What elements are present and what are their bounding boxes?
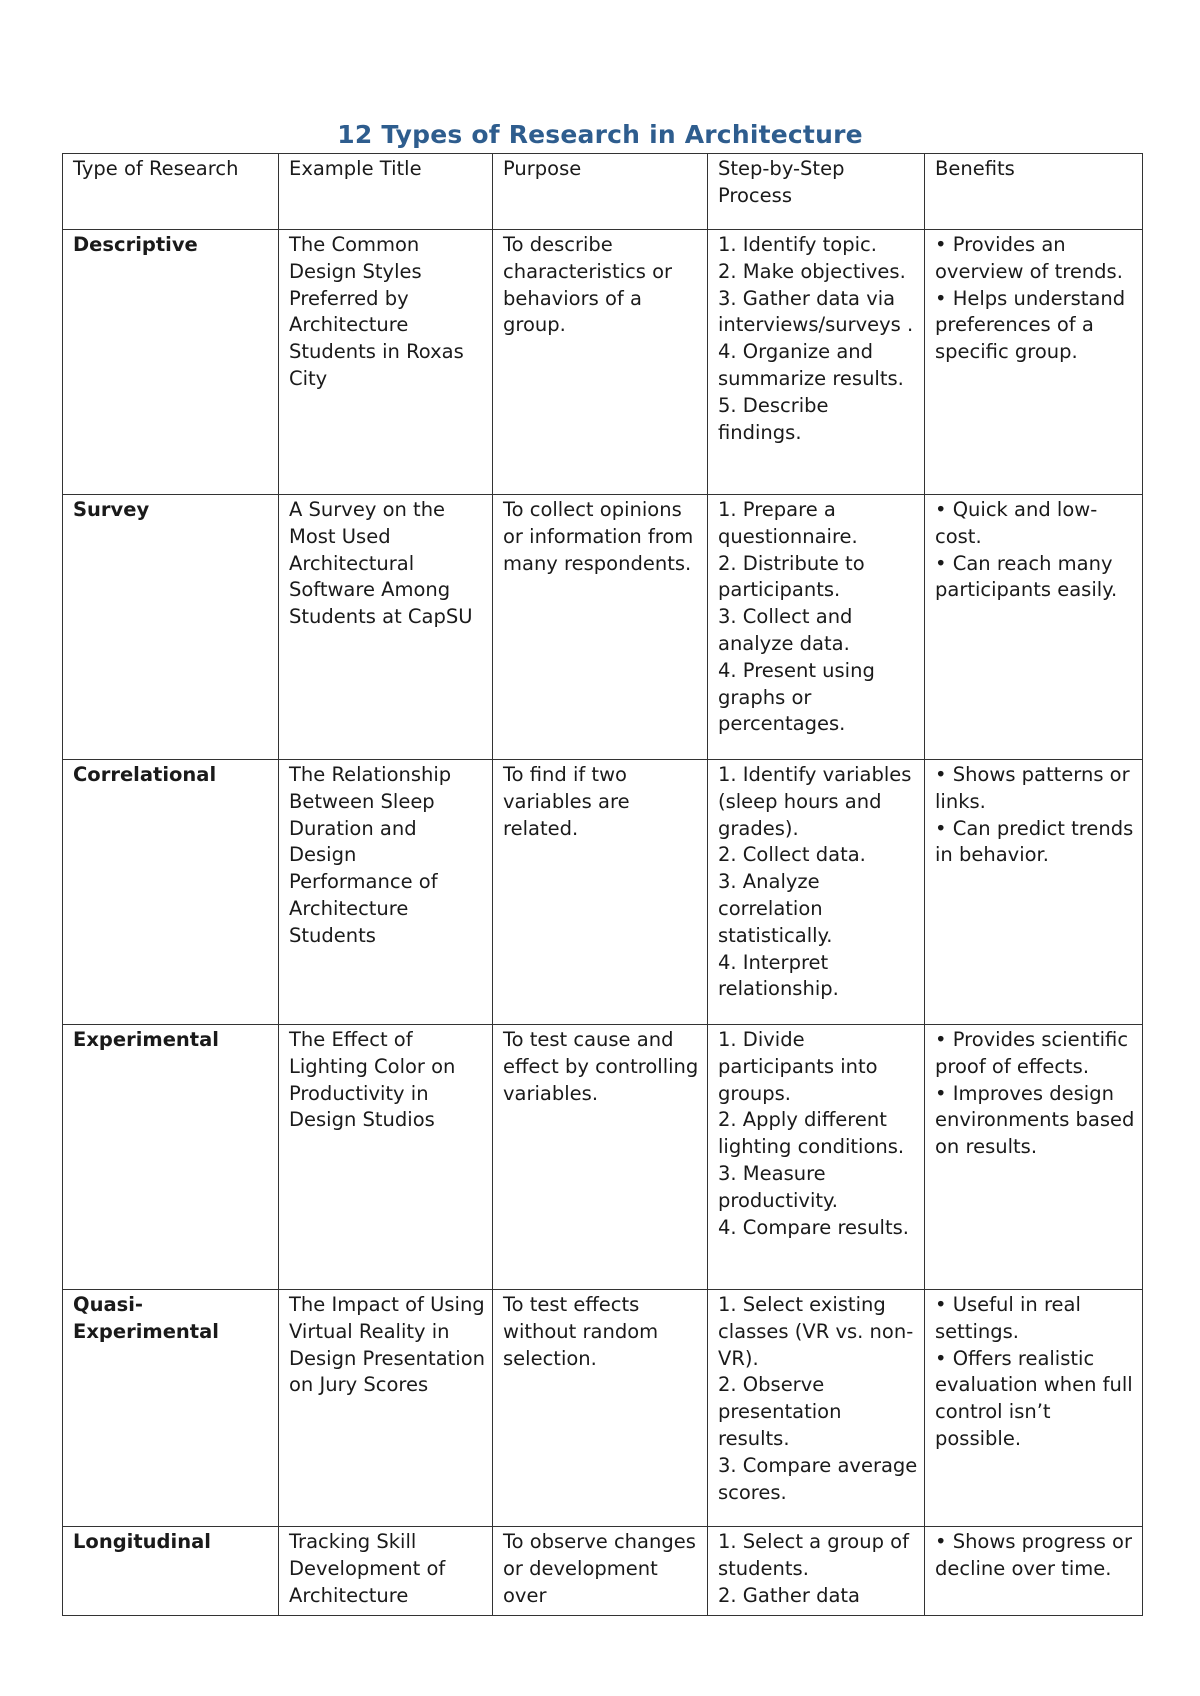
step-item: 3. Gather data via interviews/surveys . (718, 286, 914, 337)
benefit-item: • Provides scientific proof of effects. (935, 1028, 1129, 1078)
step-item: 2. Make objectives. (718, 259, 906, 283)
benefit-item: • Shows progress or decline over time. (935, 1530, 1132, 1580)
step-item: 2. Observe presentation results. (718, 1373, 842, 1450)
benefits-cell (925, 1290, 1143, 1527)
steps-cell (708, 495, 925, 760)
benefits-cell (925, 230, 1143, 495)
header-step-by-step-process: Step-by-Step Process (708, 154, 925, 230)
step-item: 3. Compare average scores. (718, 1453, 918, 1504)
example-title-cell: Tracking Skill Development of Architecture (279, 1527, 493, 1616)
benefit-item: • Provides an overview of trends. (935, 233, 1123, 283)
benefit-item: • Helps understand preferences of a specific group. (935, 286, 1126, 364)
research-types-table (62, 153, 1143, 1616)
benefit-item: • Improves design environments based on results. (935, 1081, 1135, 1159)
benefit-item: • Can predict trends in behavior. (935, 816, 1134, 867)
benefit-item: • Can reach many participants easily. (935, 551, 1118, 602)
header-type-of-research: Type of Research (63, 154, 279, 230)
benefit-item: • Useful in real settings. (935, 1293, 1081, 1343)
step-item: 4. Compare results. (718, 1215, 909, 1239)
step-item: 4. Interpret relationship. (718, 950, 839, 1001)
step-item: 4. Organize and summarize results. (718, 340, 904, 390)
purpose-cell: To collect opinions or information from many respondents. (493, 495, 708, 760)
example-title-cell: A Survey on the Most Used Architectural Software Among Students at CapSU (279, 495, 493, 760)
table-row-survey (63, 495, 1143, 760)
research-type-cell: Survey (63, 495, 279, 760)
page-title: 12 Types of Research in Architecture (337, 120, 863, 149)
steps-cell (708, 1290, 925, 1527)
purpose-cell: To observe changes or development over (493, 1527, 708, 1616)
header-benefits: Benefits (925, 154, 1143, 230)
header-example-title: Example Title (279, 154, 493, 230)
table-row-quasi-experimental (63, 1290, 1143, 1527)
benefit-item: • Shows patterns or links. (935, 763, 1130, 813)
step-item: 1. Divide participants into groups. (718, 1028, 878, 1105)
benefits-cell (925, 1527, 1143, 1616)
table-header-row (63, 154, 1143, 230)
step-item: 1. Identify variables (sleep hours and grades). (718, 763, 912, 840)
research-type-cell: Quasi-Experimental (63, 1290, 279, 1527)
table-row-descriptive (63, 230, 1143, 495)
purpose-cell: To test effects without random selection. (493, 1290, 708, 1527)
example-title-cell: The Common Design Styles Preferred by Architecture Students in Roxas City (279, 230, 493, 495)
benefit-item: • Offers realistic evaluation when full control isn’t possible. (935, 1346, 1133, 1450)
step-item: 1. Select existing classes (VR vs. non-VR). (718, 1293, 914, 1370)
benefits-cell (925, 1025, 1143, 1290)
steps-cell (708, 1527, 925, 1616)
research-type-cell: Longitudinal (63, 1527, 279, 1616)
step-item: 2. Collect data. (718, 843, 866, 867)
example-title-cell: The Relationship Between Sleep Duration and Design Performance of Architecture Students (279, 760, 493, 1025)
purpose-cell: To find if two variables are related. (493, 760, 708, 1025)
step-item: 3. Analyze correlation statistically. (718, 870, 833, 947)
steps-cell (708, 230, 925, 495)
step-item: 2. Apply different lighting conditions. (718, 1108, 905, 1159)
benefits-cell (925, 760, 1143, 1025)
step-item: 2. Gather data (718, 1583, 861, 1607)
purpose-cell: To describe characteristics or behaviors of a group. (493, 230, 708, 495)
table-row-correlational (63, 760, 1143, 1025)
table-row-experimental (63, 1025, 1143, 1290)
example-title-cell: The Impact of Using Virtual Reality in Design Presentation on Jury Scores (279, 1290, 493, 1527)
step-item: 5. Describe findings. (718, 393, 829, 444)
step-item: 1. Identify topic. (718, 233, 877, 256)
research-type-cell: Experimental (63, 1025, 279, 1290)
table-row-longitudinal (63, 1527, 1143, 1616)
steps-cell (708, 1025, 925, 1290)
benefits-cell (925, 495, 1143, 760)
step-item: 3. Measure productivity. (718, 1161, 838, 1212)
header-purpose: Purpose (493, 154, 708, 230)
benefit-item: • Quick and low-cost. (935, 498, 1098, 548)
step-item: 1. Prepare a questionnaire. (718, 498, 858, 548)
step-item: 2. Distribute to participants. (718, 551, 865, 602)
research-type-cell: Descriptive (63, 230, 279, 495)
step-item: 4. Present using graphs or percentages. (718, 658, 875, 736)
step-item: 3. Collect and analyze data. (718, 605, 853, 655)
purpose-cell: To test cause and effect by controlling variables. (493, 1025, 708, 1290)
step-item: 1. Select a group of students. (718, 1530, 909, 1580)
research-type-cell: Correlational (63, 760, 279, 1025)
example-title-cell: The Effect of Lighting Color on Productivity in Design Studios (279, 1025, 493, 1290)
steps-cell (708, 760, 925, 1025)
